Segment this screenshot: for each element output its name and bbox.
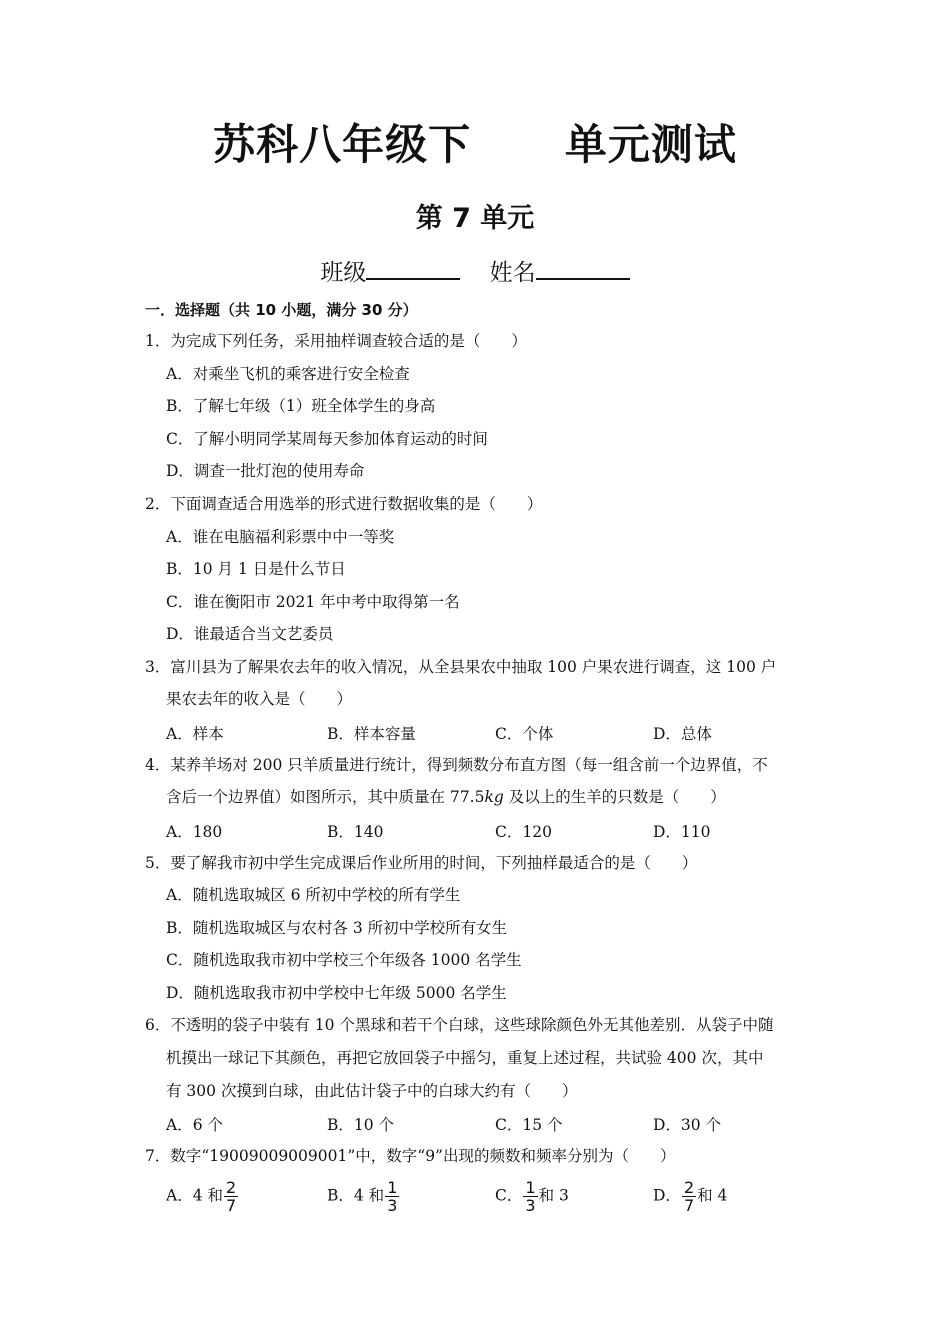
question-4-option-a: A．180: [166, 823, 223, 841]
question-4-option-c: C．120: [495, 823, 552, 841]
fraction: $\frac{1}{3}$: [387, 1178, 398, 1215]
question-3-option-d: D．总体: [653, 725, 712, 743]
page-title: 苏科八年级下 单元测试: [213, 120, 737, 169]
question-7-stem: 7．数字“19009009009001”中，数字“9”出现的频数和频率分别为（ ）: [145, 1147, 676, 1165]
question-1-stem: 1．为完成下列任务，采用抽样调查较合适的是（ ）: [145, 332, 527, 350]
question-3-option-b: B．样本容量: [327, 725, 416, 743]
question-3-stem-line-1: 3．富川县为了解果农去年的收入情况，从全县果农中抽取 100 户果农进行调查，这 100 户: [145, 658, 777, 676]
question-6-stem-line-1: 6．不透明的袋子中装有 10 个黑球和若干个白球，这些球除颜色外无其他差别．从袋子中随: [145, 1016, 774, 1034]
question-6-option-c: C．15 个: [495, 1116, 563, 1134]
question-6-option-d: D．30 个: [653, 1116, 722, 1134]
fraction: $\frac{2}{7}$: [225, 1178, 237, 1215]
question-2-option-c: C．谁在衡阳市 2021 年中考中取得第一名: [166, 593, 460, 611]
question-6-stem-line-3: 有 300 次摸到白球，由此估计袋子中的白球大约有（ ）: [166, 1082, 578, 1100]
question-4-option-d: D．110: [653, 823, 711, 841]
name-label: 姓名: [489, 260, 536, 286]
question-1-option-b: B．了解七年级（1）班全体学生的身高: [166, 397, 436, 415]
question-1-option-a: A．对乘坐飞机的乘客进行安全检查: [166, 365, 410, 383]
question-4-stem-line-1: 4．某养羊场对 200 只羊质量进行统计，得到频数分布直方图（每一组含前一个边界值，不: [145, 756, 768, 774]
unit-heading: 第 7 单元: [415, 203, 535, 234]
question-5-option-b: B．随机选取城区与农村各 3 所初中学校所有女生: [166, 919, 508, 937]
class-name-line: [0, 254, 950, 287]
question-5-stem: 5．要了解我市初中学生完成课后作业所用的时间，下列抽样最适合的是（ ）: [145, 854, 698, 872]
question-6-option-a: A．6 个: [166, 1116, 223, 1134]
question-2-option-d: D．谁最适合当文艺委员: [166, 625, 334, 643]
question-7-option-c: C． $\frac{1}{3}$ 和 3: [495, 1178, 569, 1215]
question-5-option-c: C．随机选取我市初中学校三个年级各 1000 名学生: [166, 951, 522, 969]
fraction: $\frac{1}{3}$: [525, 1178, 536, 1215]
question-2-option-a: A．谁在电脑福利彩票中中一等奖: [166, 528, 395, 546]
question-3-stem-line-2: 果农去年的收入是（ ）: [166, 690, 353, 708]
question-3-option-c: C．个体: [495, 725, 554, 743]
name-blank: [536, 258, 630, 280]
question-6-option-b: B．10 个: [327, 1116, 395, 1134]
question-1-option-c: C．了解小明同学某周每天参加体育运动的时间: [166, 430, 488, 448]
class-label: 班级: [320, 260, 367, 286]
question-1-option-d: D．调查一批灯泡的使用寿命: [166, 462, 365, 480]
question-5-option-d: D．随机选取我市初中学校中七年级 5000 名学生: [166, 984, 507, 1002]
question-2-stem: 2．下面调查适合用选举的形式进行数据收集的是（ ）: [145, 495, 543, 513]
question-7-option-b: B．4 和 $\frac{1}{3}$: [327, 1178, 398, 1215]
question-6-stem-line-2: 机摸出一球记下其颜色，再把它放回袋子中摇匀，重复上述过程，共试验 400 次，其中: [166, 1049, 764, 1067]
question-2-option-b: B．10 月 1 日是什么节日: [166, 560, 346, 578]
question-4-stem-line-2: 含后一个边界值）如图所示，其中质量在 77.5kg 及以上的生羊的只数是（ ）: [166, 788, 726, 806]
question-3-option-a: A．样本: [166, 725, 224, 743]
class-blank: [366, 258, 460, 280]
section-heading: 一．选择题（共 10 小题，满分 30 分）: [145, 301, 418, 319]
question-7-option-a: A．4 和 $\frac{2}{7}$: [166, 1178, 237, 1215]
question-4-option-b: B．140: [327, 823, 384, 841]
question-5-option-a: A．随机选取城区 6 所初中学校的所有学生: [166, 886, 461, 904]
fraction: $\frac{2}{7}$: [683, 1178, 695, 1215]
question-7-option-d: D． $\frac{2}{7}$ 和 4: [653, 1178, 728, 1215]
